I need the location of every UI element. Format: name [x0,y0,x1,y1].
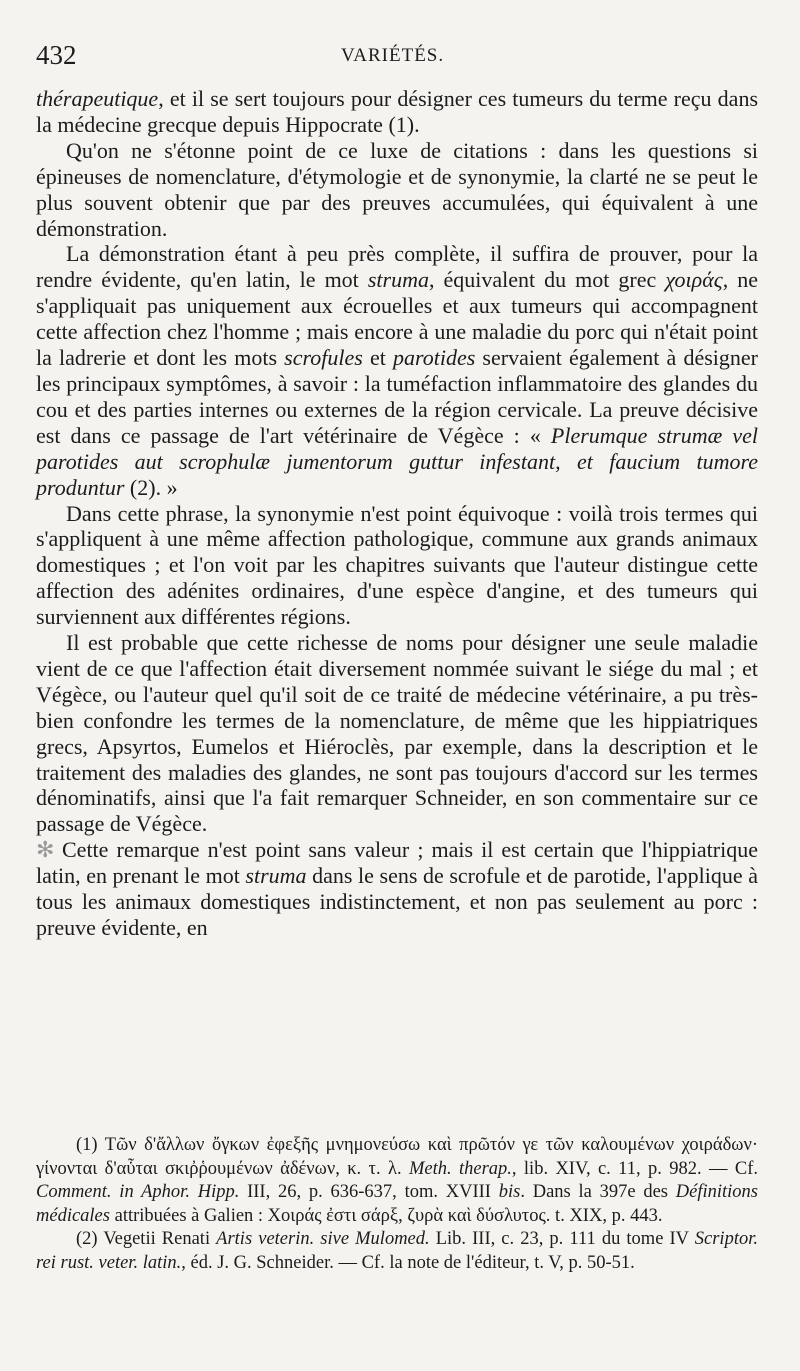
italic-run: Artis veterin. sive Mulomed. [216,1229,430,1249]
text-run: (2). » [124,474,178,500]
text-run: Dans cette phrase, la synonymie n'est point équivoque : voilà trois termes qui s'appliquent à une même affection pathologique, commune aux grands animaux domestiques ; et l'on voit par les chapitres suivants que l'auteur distingue cette affection des adénites ordinaires, d'une espèce d'angine, et des tumeurs qui surviennent aux différentes régions. [36,500,758,630]
italic-run: struma [367,267,429,293]
text-run: , lib. XIV, c. 11, p. 982. — Cf. [511,1158,758,1179]
text-run: , équivalent du mot grec [428,267,666,293]
text-run: servaient également à désigner les principaux symptômes, à savoir : la tuméfaction inflammatoire des glandes du cou et des parties internes ou externes de la région cervicale. La preuve décisive est dans ce passage de l'art vétérinaire de Végèce : « [36,345,758,448]
paragraph [36,837,758,941]
paragraph [36,630,758,837]
text-run: (1) Τῶν δ'ἄλλων ὄγκων ἐφεξῆς μνημονεύσω καὶ πρῶτόν γε τῶν καλουμένων χοιράδων· γίνονται δ'αὗται σκιῤῥουμένων ἀδένων, κ. τ. λ. [36,1135,758,1179]
paragraph [36,241,758,500]
text-run: dans le sens de scrofule et de parotide, l'applique à tous les animaux domestiques indistinctement, et non pas seulement au porc : preuve évidente, en [36,863,758,940]
text-run: Il est probable que cette richesse de noms pour désigner une seule maladie vient de ce que l'affection était diversement nommée suivant le siége du mal ; et Végèce, ou l'auteur quel qu'il soit de ce traité de médecine vétérinaire, a pu très-bien confondre les termes de la nomenclature, de même que les hippiatriques grecs, Apsyrtos, Eumelos et Hiéroclès, par exemple, dans la description et le traitement des maladies des glandes, ne sont pas toujours d'accord sur les termes dénominatifs, ainsi que l'a fait remarquer Schneider, en son commentaire sur ce passage de Végèce. [36,630,758,837]
text-run: . Dans la 397e des [520,1182,676,1202]
italic-run: Comment. in Aphor. Hipp. [36,1182,240,1202]
text-run: , et il se sert toujours pour désigner ces tumeurs du terme reçu dans la médecine grecque depuis Hippocrate (1). [36,86,758,137]
footnotes [36,1134,758,1275]
page-header [36,40,764,80]
body-text [36,86,758,941]
paragraph [36,501,758,631]
text-run: , éd. J. G. Schneider. — Cf. la note de l'éditeur, t. V, p. 50-51. [181,1252,635,1273]
text-run: La démonstration étant à peu près complète, il suffira de prouver, pour la rendre évidente, qu'en latin, le mot [36,241,758,293]
text-run: et [362,345,393,371]
text-run: , ne s'appliquait pas uniquement aux écrouelles et aux tumeurs qui accompagnent cette affection chez l'homme ; mais encore à une maladie du porc qui n'était point la ladrerie et dont les mots [36,267,758,371]
italic-run: struma [245,863,307,889]
running-head: VARIÉTÉS. [341,45,445,66]
text-run: Qu'on ne s'étonne point de ce luxe de citations : dans les questions si épineuses de nomenclature, d'étymologie et de synonymie, la clarté ne se peut le plus souvent obtenir que par des preuves accumulées, qui équivalent à une démonstration. [36,137,758,241]
paragraph [36,138,758,242]
italic-run: thérapeutique [36,86,159,111]
page-number: 432 [36,40,77,70]
italic-run: parotides [392,345,476,371]
text-run: III, 26, p. 636-637, tom. XVIII [239,1182,499,1202]
italic-run: Plerumque strumæ vel parotides aut scrophulæ jumentorum guttur infestant, et faucium tumore produntur [36,422,758,500]
paragraph [36,86,758,138]
text-run: Lib. III, c. 23, p. 111 du tome IV [429,1229,695,1249]
ink-blot-icon: ✻ [36,837,55,863]
text-run: Cette remarque n'est point sans valeur ; mais il est certain que l'hippiatrique latin, en prenant le mot [36,837,758,889]
italic-run: bis [498,1182,521,1202]
text-run: (2) Vegetii Renati [76,1229,217,1249]
footnote [36,1134,758,1228]
italic-run: Meth. therap. [408,1158,512,1179]
italic-run: Scriptor. rei rust. veter. latin. [36,1229,758,1273]
text-run: attribuées à Galien : Χοιράς ἐστι σάρξ, ζυρὰ καὶ δύσλυτος. t. XIX, p. 443. [109,1205,663,1226]
italic-run: χοιράς [665,267,723,293]
italic-run: scrofules [284,345,363,371]
footnote [36,1228,758,1275]
italic-run: Définitions médicales [36,1182,758,1226]
